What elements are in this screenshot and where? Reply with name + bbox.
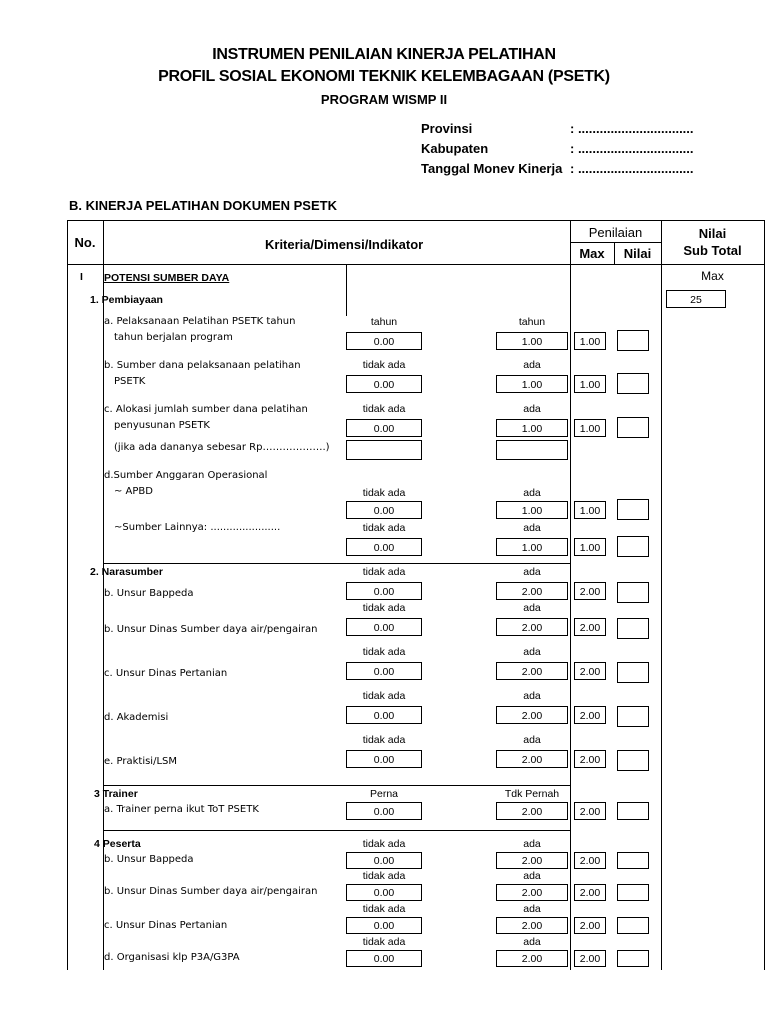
score-min-box: 0.00 (346, 582, 422, 600)
nilai-input[interactable] (617, 417, 649, 438)
max-score-box: 1.00 (574, 538, 606, 556)
cap-max: ada (523, 936, 541, 948)
nilai-input[interactable] (617, 950, 649, 967)
cap-max: tahun (518, 316, 546, 328)
cap-min: tidak ada (362, 487, 406, 499)
score-min-box: 0.00 (346, 750, 422, 768)
max-score-box: 2.00 (574, 917, 606, 934)
cap-min: tidak ada (362, 903, 406, 915)
score-min-box: 0.00 (346, 375, 422, 393)
nilai-input[interactable] (617, 884, 649, 901)
score-max-box: 2.00 (496, 802, 568, 820)
score-max-box: 2.00 (496, 618, 568, 636)
max-score-box: 2.00 (574, 582, 606, 600)
tanggal-value: : ................................ (570, 161, 694, 176)
max-score-box: 1.00 (574, 375, 606, 393)
nilai-input[interactable] (617, 852, 649, 869)
nilai-input[interactable] (617, 536, 649, 557)
pembiayaan-b-label-1: b. Sumber dana pelaksanaan pelatihan (104, 360, 301, 371)
cap-max: Tdk Pernah (504, 788, 560, 800)
score-min-box: 0.00 (346, 884, 422, 901)
pembiayaan-a-label-2: tahun berjalan program (114, 332, 233, 343)
cap-min: Perna (369, 788, 399, 800)
pembiayaan-a-label-1: a. Pelaksanaan Pelatihan PSETK tahun (104, 316, 296, 327)
pembiayaan-label: 1. Pembiayaan (90, 294, 163, 306)
score-max-box: 1.00 (496, 419, 568, 437)
doc-title-line3: PROGRAM WISMP II (320, 92, 448, 107)
score-min-box: 0.00 (346, 917, 422, 934)
cap-min: tidak ada (362, 566, 406, 578)
narasumber-item-label: b. Unsur Dinas Sumber daya air/pengairan (104, 624, 318, 635)
cap-max: ada (523, 487, 541, 499)
dana-amount-box[interactable] (346, 440, 422, 460)
peserta-item-label: d. Organisasi klp P3A/G3PA (104, 952, 240, 963)
nilai-input[interactable] (617, 330, 649, 351)
cap-max: ada (523, 690, 541, 702)
max-score-box: 2.00 (574, 706, 606, 724)
nilai-input[interactable] (617, 373, 649, 394)
pembiayaan-d-label-2: ~ APBD (114, 486, 153, 497)
section-title: B. KINERJA PELATIHAN DOKUMEN PSETK (69, 198, 337, 213)
max-score-box: 2.00 (574, 852, 606, 869)
nilai-input[interactable] (617, 917, 649, 934)
score-min-box: 0.00 (346, 501, 422, 519)
col-nilai-header: Nilai (623, 246, 652, 261)
score-max-box: 2.00 (496, 662, 568, 680)
cap-min: tidak ada (362, 403, 406, 415)
score-min-box: 0.00 (346, 618, 422, 636)
max-score-box: 2.00 (574, 618, 606, 636)
nilai-input[interactable] (617, 499, 649, 520)
nilai-input[interactable] (617, 706, 649, 727)
score-max-box: 1.00 (496, 375, 568, 393)
col-penilaian-header: Penilaian (588, 225, 643, 240)
cap-min: tidak ada (362, 646, 406, 658)
max-score-box: 2.00 (574, 950, 606, 967)
score-max-box: 2.00 (496, 950, 568, 967)
score-max-box: 2.00 (496, 852, 568, 869)
provinsi-value: : ................................ (570, 121, 694, 136)
pembiayaan-d-label-1: d.Sumber Anggaran Operasional (104, 470, 268, 481)
max-score-box: 1.00 (574, 332, 606, 350)
cap-max: ada (523, 903, 541, 915)
score-min-box: 0.00 (346, 538, 422, 556)
peserta-item-label: b. Unsur Dinas Sumber daya air/pengairan (104, 886, 318, 897)
peserta-item-label: b. Unsur Bappeda (104, 854, 194, 865)
cap-max: ada (523, 838, 541, 850)
score-min-box: 0.00 (346, 419, 422, 437)
cap-max: ada (523, 646, 541, 658)
score-min-box: 0.00 (346, 802, 422, 820)
trainer-label: 3 Trainer (94, 788, 138, 800)
col-kriteria-header: Kriteria/Dimensi/Indikator (265, 237, 424, 252)
nilai-input[interactable] (617, 662, 649, 683)
score-max-box: 1.00 (496, 501, 568, 519)
score-max-box: 1.00 (496, 332, 568, 350)
cap-min: tidak ada (362, 522, 406, 534)
nilai-input[interactable] (617, 750, 649, 771)
score-max-box: 2.00 (496, 582, 568, 600)
narasumber-item-label: e. Praktisi/LSM (104, 756, 177, 767)
score-min-box: 0.00 (346, 950, 422, 967)
kabupaten-value: : ................................ (570, 141, 694, 156)
trainer-a-label: a. Trainer perna ikut ToT PSETK (104, 804, 259, 815)
section-no: I (80, 271, 83, 283)
col-nilai-subtotal-header-1: Nilai (698, 226, 727, 241)
cap-max: ada (523, 359, 541, 371)
cap-max: ada (523, 522, 541, 534)
narasumber-item-label: d. Akademisi (104, 712, 169, 723)
score-max-box: 2.00 (496, 706, 568, 724)
cap-max: ada (523, 403, 541, 415)
nilai-input[interactable] (617, 802, 649, 820)
score-max-box: 2.00 (496, 917, 568, 934)
doc-title-line1: INSTRUMEN PENILAIAN KINERJA PELATIHAN (212, 46, 556, 63)
cap-max: ada (523, 602, 541, 614)
peserta-item-label: c. Unsur Dinas Pertanian (104, 920, 228, 931)
cap-max: ada (523, 734, 541, 746)
pembiayaan-b-label-2: PSETK (114, 376, 146, 387)
score-max-box: 2.00 (496, 884, 568, 901)
max-score-box: 2.00 (574, 750, 606, 768)
subtotal-max-value: 25 (666, 290, 726, 308)
cap-max: ada (523, 870, 541, 882)
tanggal-label: Tanggal Monev Kinerja (421, 161, 563, 176)
cap-min: tidak ada (362, 359, 406, 371)
cap-min: tidak ada (362, 602, 406, 614)
cap-min: tahun (370, 316, 398, 328)
pembiayaan-c-label-3: (jika ada dananya sebesar Rp……………….) (114, 442, 330, 453)
kabupaten-label: Kabupaten (421, 141, 489, 156)
cap-min: tidak ada (362, 734, 406, 746)
cap-min: tidak ada (362, 690, 406, 702)
narasumber-label: 2. Narasumber (90, 566, 163, 578)
doc-title-line2: PROFIL SOSIAL EKONOMI TEKNIK KELEMBAGAAN (PSETK) (158, 68, 610, 85)
cap-min: tidak ada (362, 838, 406, 850)
col-max-header: Max (579, 246, 605, 261)
score-min-box: 0.00 (346, 662, 422, 680)
subtotal-max-label: Max (701, 269, 724, 283)
max-score-box: 2.00 (574, 662, 606, 680)
cap-max: ada (523, 566, 541, 578)
score-min-box: 0.00 (346, 706, 422, 724)
max-score-box: 2.00 (574, 884, 606, 901)
score-max-box: 2.00 (496, 750, 568, 768)
peserta-label: 4 Peserta (94, 838, 141, 850)
pembiayaan-c-label-1: c. Alokasi jumlah sumber dana pelatihan (104, 404, 308, 415)
score-min-box: 0.00 (346, 332, 422, 350)
col-no-header: No. (74, 235, 96, 250)
cap-min: tidak ada (362, 936, 406, 948)
section-heading: POTENSI SUMBER DAYA (104, 272, 230, 284)
score-max-box: 1.00 (496, 538, 568, 556)
max-score-box: 1.00 (574, 501, 606, 519)
pembiayaan-d2-label: ~Sumber Lainnya: ...................... (114, 522, 281, 533)
dana-amount-box[interactable] (496, 440, 568, 460)
narasumber-item-label: c. Unsur Dinas Pertanian (104, 668, 228, 679)
provinsi-label: Provinsi (421, 121, 473, 136)
narasumber-item-label: b. Unsur Bappeda (104, 588, 194, 599)
max-score-box: 2.00 (574, 802, 606, 820)
col-nilai-subtotal-header-2: Sub Total (683, 243, 742, 258)
score-min-box: 0.00 (346, 852, 422, 869)
nilai-input[interactable] (617, 582, 649, 603)
max-score-box: 1.00 (574, 419, 606, 437)
nilai-input[interactable] (617, 618, 649, 639)
pembiayaan-c-label-2: penyusunan PSETK (114, 420, 210, 431)
cap-min: tidak ada (362, 870, 406, 882)
